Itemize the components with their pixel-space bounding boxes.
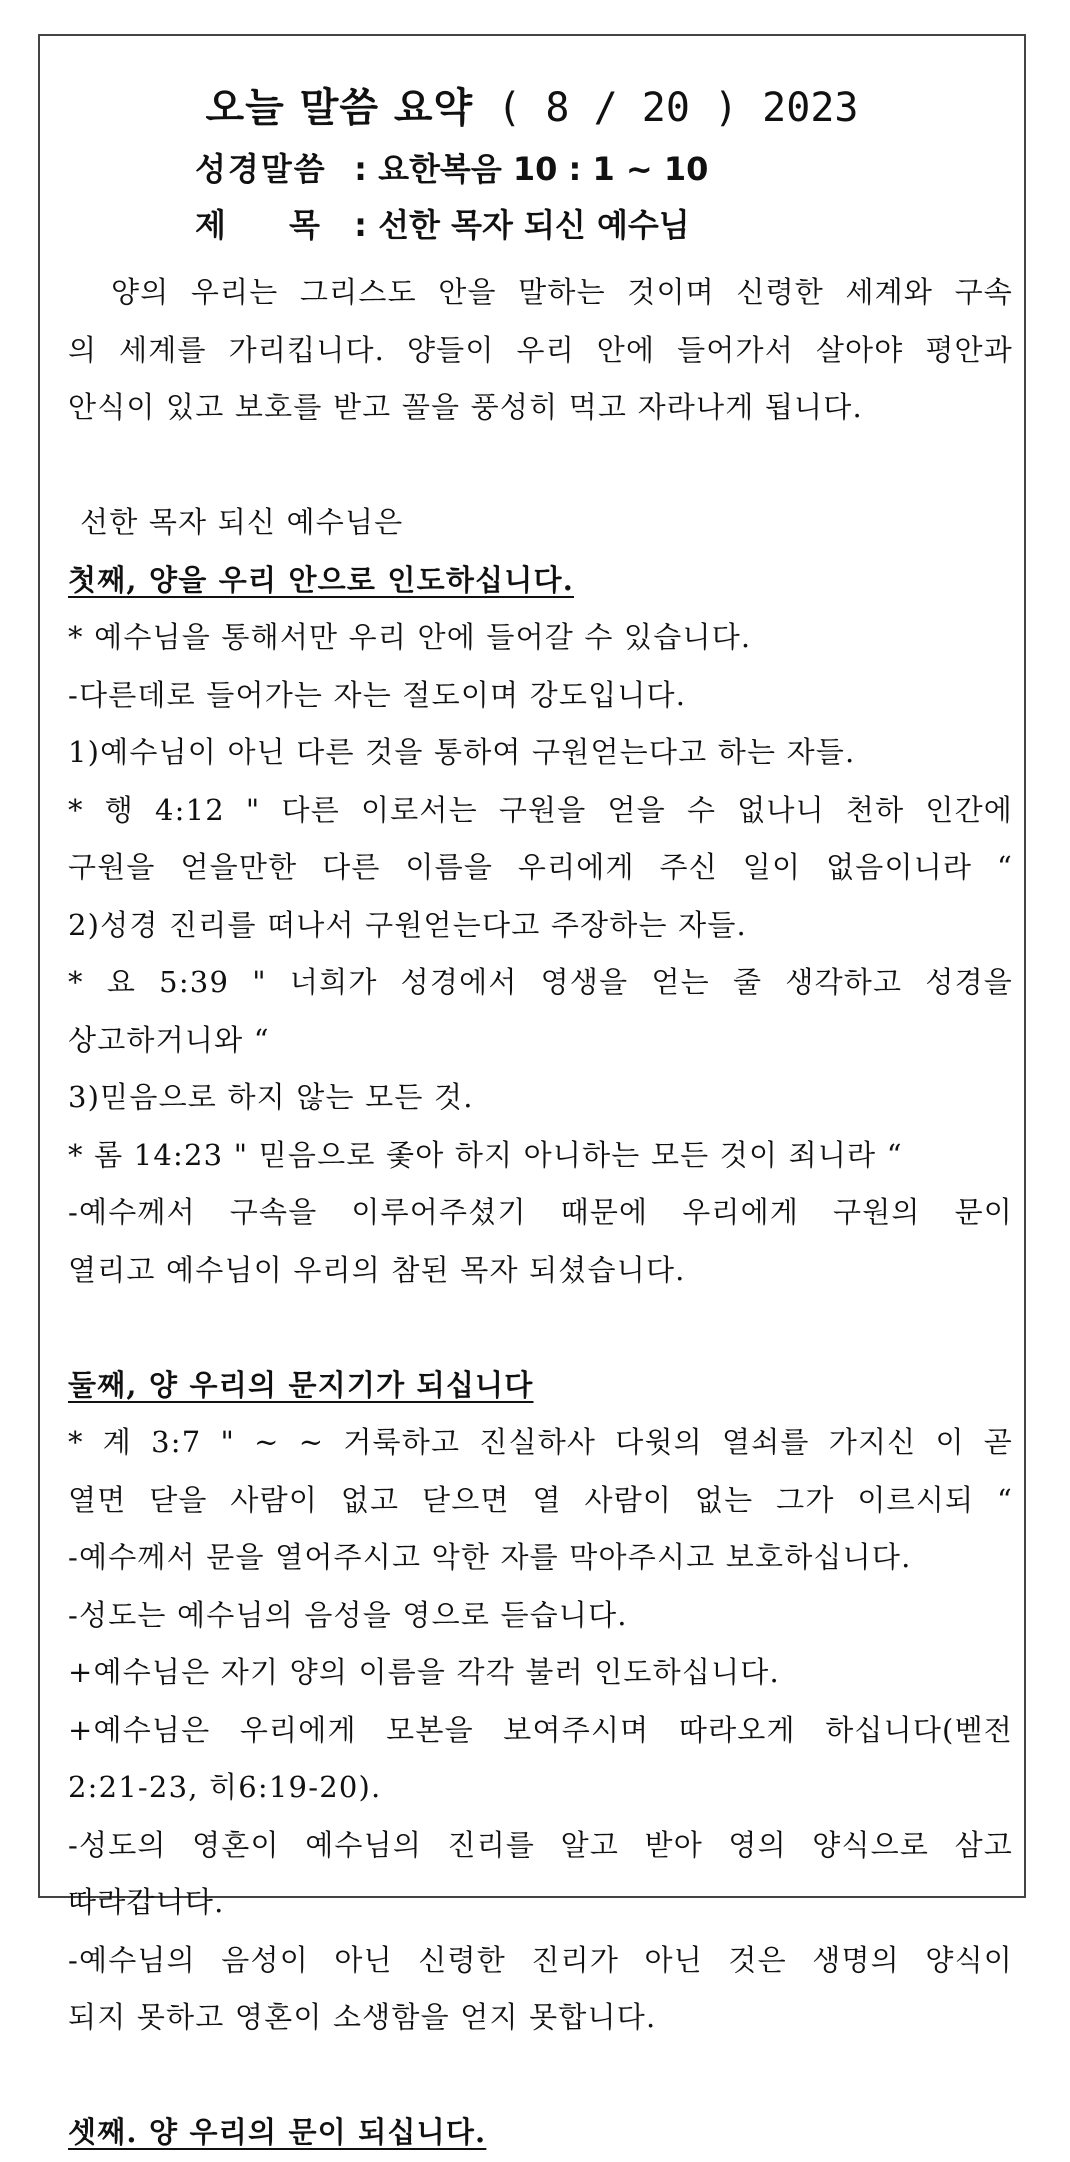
- title-text: 오늘 말씀 요약: [205, 85, 474, 131]
- section-1-line: * 롬 14:23 " 믿음으로 좇아 하지 아니하는 모든 것이 죄니라 “: [68, 1137, 903, 1172]
- section-2-line: 2:21-23, 히6:19-20).: [68, 1770, 382, 1804]
- section-1-line: 상고하거니와 “: [68, 1022, 270, 1057]
- spacer: [68, 2047, 1013, 2105]
- scripture-value: 요한복음 10 : 1 ~ 10: [378, 150, 709, 188]
- intro-line: 안식이 있고 보호를 받고 꼴을 풍성히 먹고 자라나게 됩니다.: [68, 390, 863, 424]
- section-2-line: +예수님은 우리에게 모본을 보여주시며 따라오게 하십니다(벧전: [68, 1712, 1013, 1747]
- section-3-heading: [68, 2104, 1013, 2162]
- section-1-heading-text: 첫째, 양을 우리 안으로 인도하십니다.: [68, 562, 574, 597]
- section-2-heading-text: 둘째, 양 우리의 문지기가 되십니다: [68, 1367, 534, 1402]
- spacer: [68, 1299, 1013, 1357]
- intro-line: 양의 우리는 그리스도 안을 말하는 것이며 신령한 세계와 구속: [68, 275, 1013, 309]
- section-3-heading-text: 셋째. 양 우리의 문이 되십니다.: [68, 2115, 487, 2149]
- section-1-line: -다른데로 들어가는 자는 절도이며 강도입니다.: [68, 677, 687, 712]
- subject-line: [195, 200, 690, 246]
- intro-line: 의 세계를 가리킵니다. 양들이 우리 안에 들어가서 살아야 평안과: [68, 332, 1013, 367]
- section-2-line: +예수님은 자기 양의 이름을 각각 불러 인도하십니다.: [68, 1655, 780, 1689]
- section-2-heading: [68, 1357, 1013, 1415]
- subject-label-char-2: 목: [289, 206, 320, 244]
- section-2-line: -성도는 예수님의 음성을 영으로 듣습니다.: [68, 1597, 628, 1632]
- spacer: [68, 437, 1013, 495]
- section-2-line: 따라갑니다.: [68, 1885, 225, 1919]
- title-date: ( 8 / 20 ) 2023: [473, 85, 859, 131]
- section-1-line: 1)예수님이 아닌 다른 것을 통하여 구원얻는다고 하는 자들.: [68, 735, 856, 769]
- scripture-separator: :: [354, 150, 367, 188]
- section-2-line: -예수께서 문을 열어주시고 악한 자를 막아주시고 보호하십니다.: [68, 1540, 912, 1574]
- subject-separator: :: [354, 206, 367, 244]
- subject-label: [195, 200, 343, 246]
- section-2-line: 열면 닫을 사람이 없고 닫으면 열 사람이 없는 그가 이르시되 “: [68, 1482, 1013, 1517]
- section-1-line: 열리고 예수님이 우리의 참된 목자 되셨습니다.: [68, 1252, 686, 1287]
- section-1-line: * 예수님을 통해서만 우리 안에 들어갈 수 있습니다.: [68, 620, 752, 654]
- page-title: [40, 76, 1024, 133]
- section-2-line: -예수님의 음성이 아닌 신령한 진리가 아닌 것은 생명의 양식이: [68, 1942, 1013, 1977]
- section-1-heading: [68, 552, 1013, 610]
- section-1-line: -예수께서 구속을 이루어주셨기 때문에 우리에게 구원의 문이: [68, 1195, 1013, 1229]
- subject-label-char-1: 제: [195, 206, 226, 244]
- section-1-line: * 행 4:12 " 다른 이로서는 구원을 얻을 수 없나니 천하 인간에: [68, 792, 1013, 827]
- section-2-line: 되지 못하고 영혼이 소생함을 얻지 못합니다.: [68, 2000, 657, 2034]
- scripture-line: [195, 144, 708, 190]
- subject-value: 선한 목자 되신 예수님: [378, 206, 690, 244]
- sermon-body: [68, 264, 1013, 2162]
- section-1-line: 2)성경 진리를 떠나서 구원얻는다고 주장하는 자들.: [68, 907, 747, 942]
- section-2-line: -성도의 영혼이 예수님의 진리를 알고 받아 영의 양식으로 삼고: [68, 1827, 1013, 1862]
- document-frame: [38, 34, 1026, 2149]
- section-1-line: * 요 5:39 " 너희가 성경에서 영생을 얻는 줄 생각하고 성경을: [68, 965, 1013, 999]
- section-2-line: * 계 3:7 " ~ ~ 거룩하고 진실하사 다윗의 열쇠를 가지신 이 곧: [68, 1425, 1013, 1459]
- section-1-line: 3)믿음으로 하지 않는 모든 것.: [68, 1080, 474, 1114]
- section-1-line: 구원을 얻을만한 다른 이름을 우리에게 주신 일이 없음이니라 “: [68, 850, 1013, 884]
- lead-line: 선한 목자 되신 예수님은: [80, 505, 404, 539]
- scripture-label: 성경말씀: [195, 150, 327, 188]
